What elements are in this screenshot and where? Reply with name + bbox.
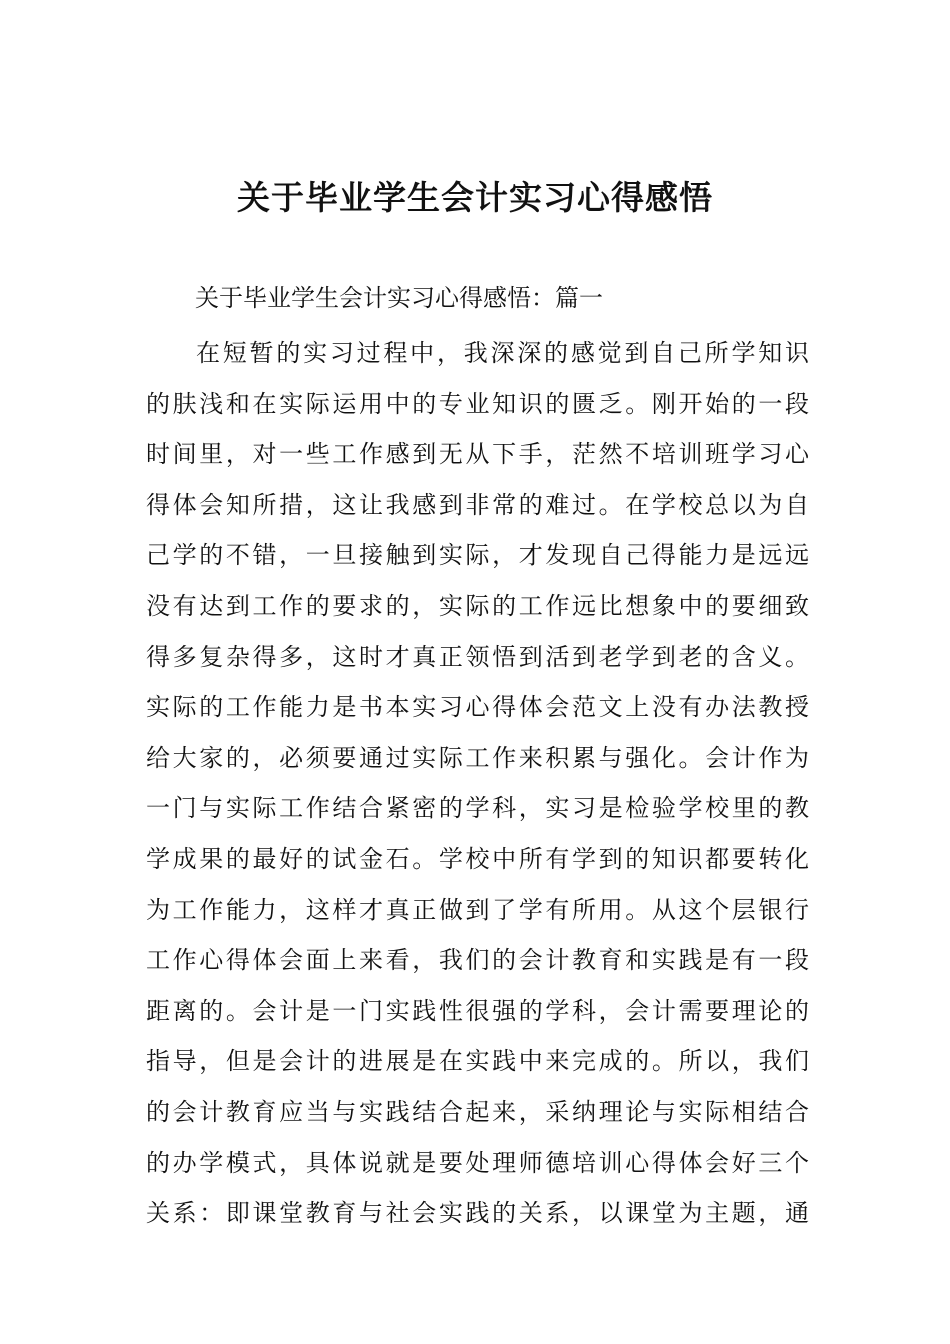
- body-line: 的办学模式，具体说就是要处理师德培训心得体会好三个: [146, 1148, 809, 1177]
- body-line: 实际的工作能力是书本实习心得体会范文上没有办法教授: [146, 693, 809, 722]
- body-line: 没有达到工作的要求的，实际的工作远比想象中的要细致: [146, 591, 809, 620]
- body-line: 的肤浅和在实际运用中的专业知识的匮乏。刚开始的一段: [146, 389, 809, 418]
- body-line: 得多复杂得多，这时才真正领悟到活到老学到老的含义。: [146, 642, 809, 671]
- body-line: 己学的不错，一旦接触到实际，才发现自己得能力是远远: [146, 541, 809, 570]
- body-line: 距离的。会计是一门实践性很强的学科，会计需要理论的: [146, 996, 809, 1025]
- document-title: 关于毕业学生会计实习心得感悟: [237, 178, 713, 217]
- body-line: 的会计教育应当与实践结合起来，采纳理论与实际相结合: [146, 1097, 809, 1126]
- body-line: 关系：即课堂教育与社会实践的关系，以课堂为主题，通: [146, 1199, 809, 1228]
- body-line: 得体会知所措，这让我感到非常的难过。在学校总以为自: [146, 490, 809, 519]
- body-line: 在短暂的实习过程中，我深深的感觉到自己所学知识: [196, 339, 809, 367]
- body-line: 时间里，对一些工作感到无从下手，茫然不培训班学习心: [146, 440, 809, 469]
- body-line: 给大家的，必须要通过实际工作来积累与强化。会计作为: [146, 743, 809, 772]
- body-line: 工作心得体会面上来看，我们的会计教育和实践是有一段: [146, 946, 809, 975]
- body-line: 学成果的最好的试金石。学校中所有学到的知识都要转化: [146, 844, 809, 873]
- body-line: 指导，但是会计的进展是在实践中来完成的。所以，我们: [146, 1047, 809, 1076]
- body-line: 一门与实际工作结合紧密的学科，实习是检验学校里的教: [146, 794, 809, 823]
- section-heading: 关于毕业学生会计实习心得感悟：篇一: [195, 284, 603, 312]
- body-line: 为工作能力，这样才真正做到了学有所用。从这个层银行: [146, 895, 809, 924]
- body-paragraph: [146, 328, 809, 1239]
